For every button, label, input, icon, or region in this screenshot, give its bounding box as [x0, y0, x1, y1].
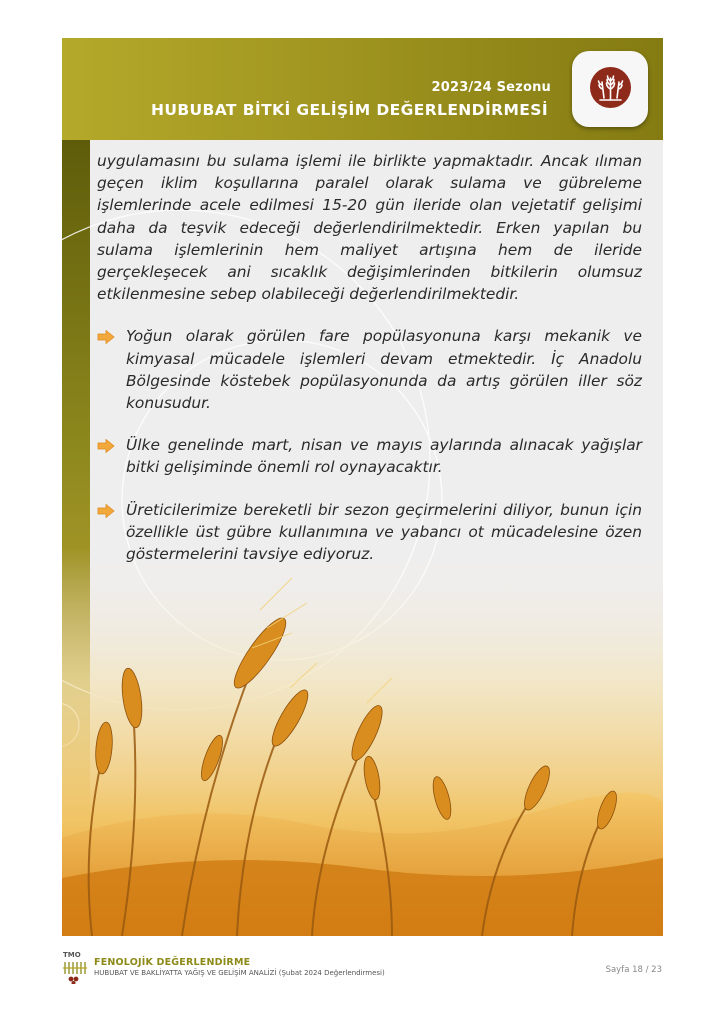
arrow-right-icon: [97, 328, 115, 342]
bullet-item: [97, 499, 642, 566]
header-band: [62, 38, 663, 140]
tmo-wheat-icon: [62, 950, 90, 984]
bullet-text: Yoğun olarak görülen fare popülasyonuna karşı mekanik ve kimyasal mücadele işlemleri devam etmektedir. İç Anadolu Bölgesinde köstebek popülasyonunda da artış görülen iller söz konusudur.: [126, 327, 642, 413]
bullet-text: Ülke genelinde mart, nisan ve mayıs aylarında alınacak yağışlar bitki gelişiminde önemli rol oynayacaktır.: [126, 436, 642, 477]
wheat-field-illustration: [62, 548, 663, 936]
content-area: [97, 150, 642, 585]
bullet-text: Üreticilerimize bereketli bir sezon geçirmelerini diliyor, bunun için özellikle üst gübre kullanımına ve yabancı ot mücadelesine özen göstermelerini tavsiye ediyoruz.: [126, 500, 642, 564]
page-number: Sayfa 18 / 23: [605, 965, 662, 975]
report-title: HUBUBAT BİTKİ GELİŞİM DEĞERLENDİRMESİ: [150, 101, 548, 119]
continuation-paragraph: uygulamasını bu sulama işlemi ile birlikte yapmaktadır. Ancak ılıman geçen iklim koşullarına paralel olarak sulama ve gübreleme işlemlerinde acele edilmesi 15-20 gün ileride olan vejetatif gelişimi daha da teşvik edeceği değerlendirilmektedir. Erken yapılan bu sulama işlemlerinin hem maliyet artışına hem de ileride gerçekleşecek ani sıcaklık değişimlerinden bitkilerin olumsuz etkilenmesine sebep olabileceği değerlendirilmektedir.: [97, 152, 642, 304]
bullet-item: [97, 325, 642, 414]
page-footer: [62, 950, 664, 990]
footer-title: FENOLOJİK DEĞERLENDİRME: [94, 957, 251, 968]
arrow-right-icon: [97, 437, 115, 451]
report-page: [62, 38, 663, 936]
footer-subtitle: HUBUBAT VE BAKLİYATTA YAĞIŞ VE GELİŞİM ANALİZİ (Şubat 2024 Değerlendirmesi): [94, 969, 385, 977]
season-label: 2023/24 Sezonu: [431, 80, 551, 95]
svg-text:TMO: TMO: [63, 951, 81, 959]
arrow-right-icon: [97, 502, 115, 516]
wheat-logo-icon: [590, 67, 631, 108]
bullet-item: [97, 434, 642, 478]
logo-badge: [572, 51, 648, 127]
